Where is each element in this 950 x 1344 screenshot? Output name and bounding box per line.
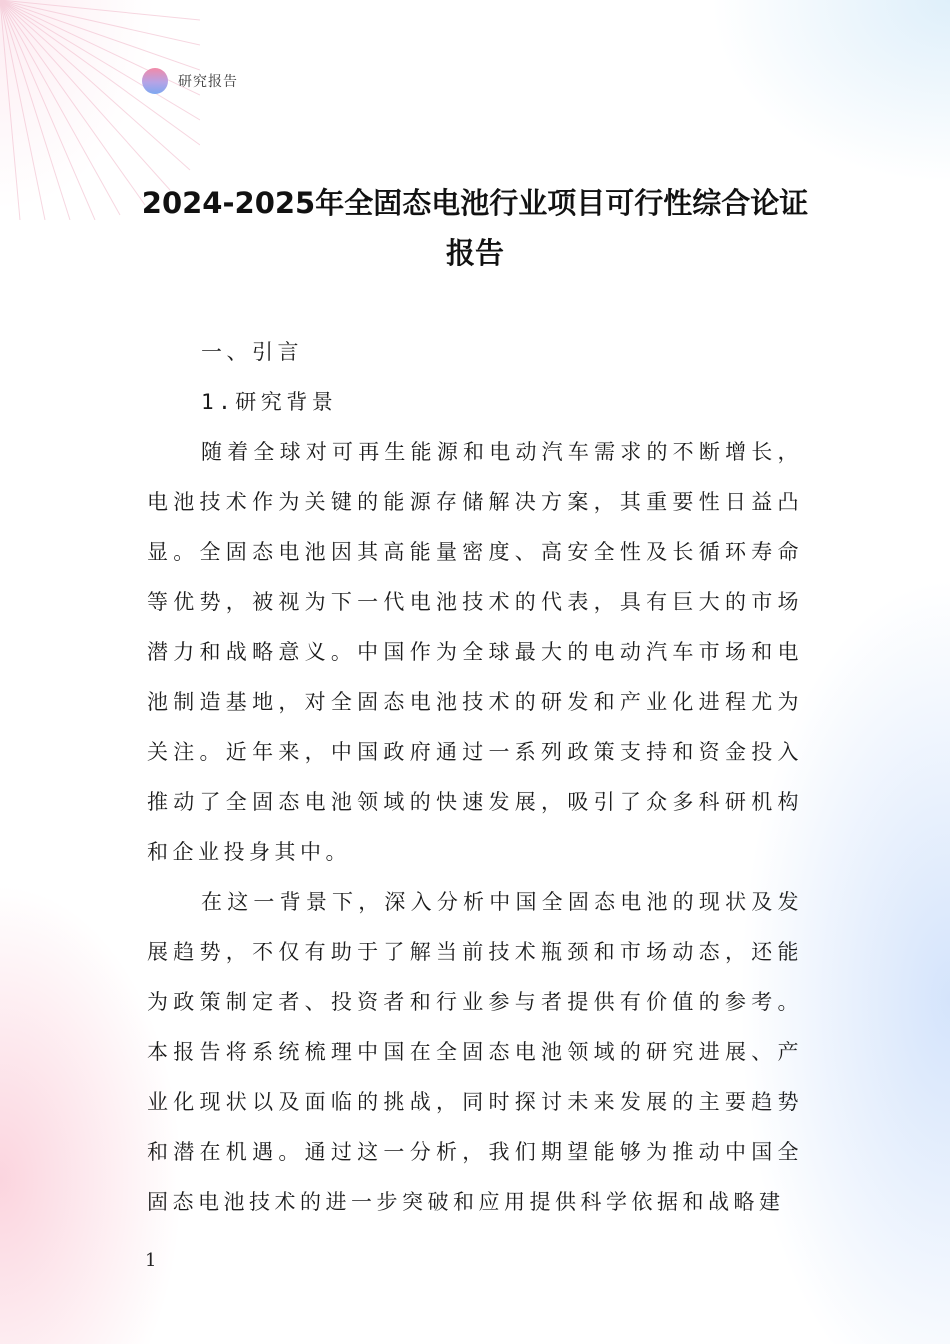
logo-circle-icon: [142, 68, 168, 94]
body-paragraph-1: 随着全球对可再生能源和电动汽车需求的不断增长，电池技术作为关键的能源存储解决方案，其重要性日益凸显。全固态电池因其高能量密度、高安全性及长循环寿命等优势，被视为下一代电池技术的代表，具有巨大的市场潜力和战略意义。中国作为全球最大的电动汽车市场和电池制造基地，对全固态电池技术的研发和产业化进程尤为关注。近年来，中国政府通过一系列政策支持和资金投入推动了全固态电池领域的快速发展，吸引了众多科研机构和企业投身其中。: [147, 440, 803, 864]
page-number: 1: [145, 1250, 157, 1271]
document-body: [147, 327, 803, 1227]
header-label: 研究报告: [178, 74, 238, 90]
report-header: [142, 66, 238, 96]
subsection-heading: 1.研究背景: [201, 390, 338, 414]
body-paragraph-2: 在这一背景下，深入分析中国全固态电池的现状及发展趋势，不仅有助于了解当前技术瓶颈和市场动态，还能为政策制定者、投资者和行业参与者提供有价值的参考。本报告将系统梳理中国在全固态电池领域的研究进展、产业化现状以及面临的挑战，同时探讨未来发展的主要趋势和潜在机遇。通过这一分析，我们期望能够为推动中国全固态电池技术的进一步突破和应用提供科学依据和战略建: [147, 890, 803, 1214]
section-heading: 一、引言: [201, 340, 303, 364]
document-title: 2024-2025年全固态电池行业项目可行性综合论证报告: [141, 186, 809, 270]
